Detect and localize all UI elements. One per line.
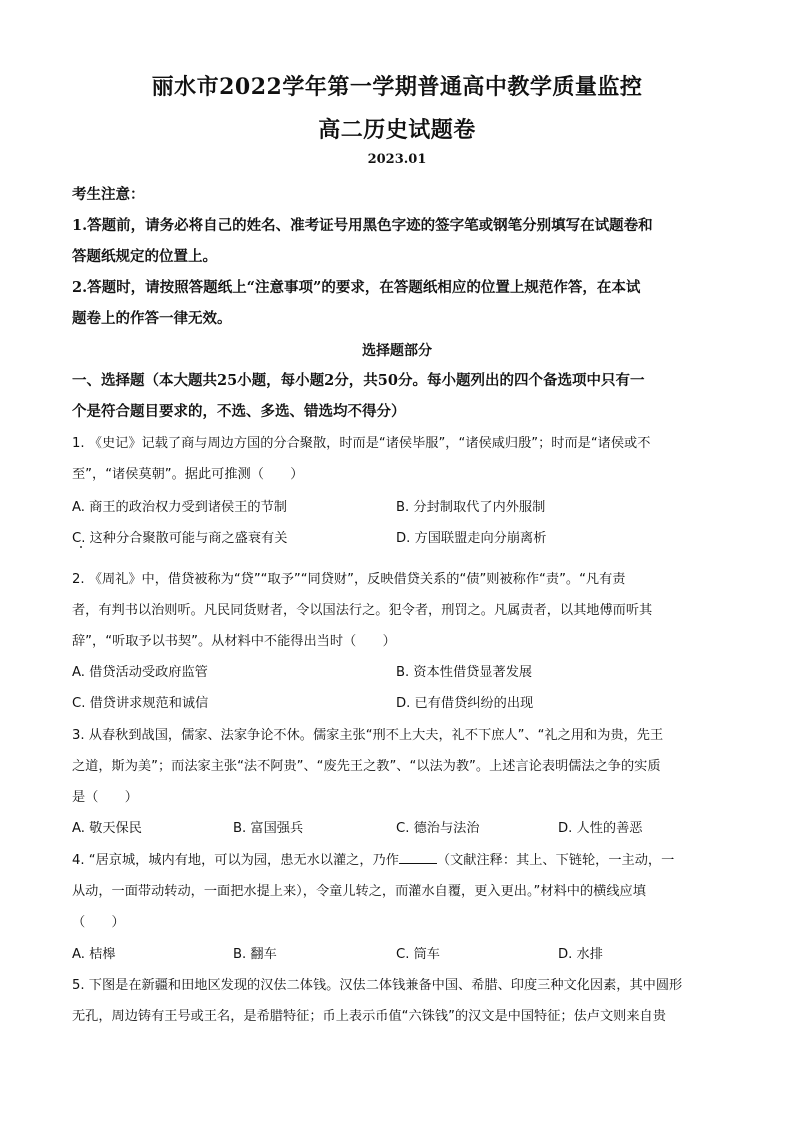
question-2-line: 2. 《周礼》中，借贷被称为“贷”“取予”“同贷财”，反映借贷关系的“债”则被称作“责”。“凡有责: [72, 572, 626, 587]
question-4-text-after-blank: （文献注释：其上、下链轮，一主动，一: [436, 853, 675, 868]
question-2-line: 辞”，“听取予以书契”。从材料中不能得出当时（ ）: [72, 634, 396, 649]
question-1-option-a[interactable]: A. 商王的政治权力受到诸侯王的节制: [72, 500, 287, 515]
question-1-option-b[interactable]: B. 分封制取代了内外服制: [396, 500, 546, 515]
question-2-line: 者，有判书以治则听。凡民同货财者，令以国法行之。犯令者，刑罚之。凡属责者，以其地傅而听其: [72, 603, 653, 618]
question-3-option-b[interactable]: B. 富国强兵: [233, 821, 304, 836]
section-intro-cont: 个是符合题目要求的，不选、多选、错选均不得分）: [72, 403, 406, 420]
question-1-line: 1. 《史记》记载了商与周边方国的分合聚散，时而是“诸侯毕服”，“诸侯咸归殷”；时而是“诸侯或不: [72, 436, 651, 451]
question-3-line: 之道，斯为美”；而法家主张“法不阿贵”、“废先王之教”、“以法为教”。上述言论表明儒法之争的实质: [72, 759, 661, 774]
question-5-line: 5. 下图是在新疆和田地区发现的汉佉二体钱。汉佉二体钱兼备中国、希腊、印度三种文化因素，其中圆形: [72, 978, 683, 993]
notice-item-2: 2.答题时，请按照答题纸上“注意事项”的要求，在答题纸相应的位置上规范作答，在本试: [72, 279, 641, 296]
question-3-line: 3. 从春秋到战国，儒家、法家争论不休。儒家主张“刑不上大夫，礼不下庶人”、“礼之用和为贵，先王: [72, 728, 664, 743]
exam-title: 丽水市2022学年第一学期普通高中教学质量监控: [151, 74, 643, 100]
question-4-option-c[interactable]: C. 筒车: [396, 947, 440, 962]
question-4-line: [72, 849, 674, 868]
section-title: 选择题部分: [362, 343, 432, 359]
question-4-option-b[interactable]: B. 翻车: [233, 947, 277, 962]
answer-blank: [399, 851, 437, 864]
question-4-option-d[interactable]: D. 水排: [558, 947, 603, 962]
question-2-option-c[interactable]: C. 借贷讲求规范和诚信: [72, 696, 209, 711]
question-1-option-d[interactable]: D. 方国联盟走向分崩离析: [396, 531, 547, 546]
question-3-line: 是（ ）: [72, 790, 138, 805]
question-5-line: 无孔，周边铸有王号或王名，是希腊特征；币上表示币值“六铢钱”的汉文是中国特征；佉卢文则来自贵: [72, 1009, 666, 1024]
section-intro: 一、选择题（本大题共25小题，每小题2分，共50分。每小题列出的四个备选项中只有一: [72, 372, 645, 389]
question-2-option-a[interactable]: A. 借贷活动受政府监管: [72, 665, 208, 680]
notice-item-1-cont: 答题纸规定的位置上。: [72, 248, 217, 265]
exam-date: 2023.01: [367, 152, 427, 167]
question-2-option-b[interactable]: B. 资本性借贷显著发展: [396, 665, 533, 680]
stray-mark: [80, 546, 82, 548]
question-4-line: （ ）: [72, 915, 125, 930]
question-1-line: 至”，“诸侯莫朝”。据此可推测（ ）: [72, 467, 304, 482]
exam-subtitle: 高二历史试题卷: [318, 117, 476, 143]
notice-item-2-cont: 题卷上的作答一律无效。: [72, 310, 232, 327]
notice-item-1: 1.答题前，请务必将自己的姓名、准考证号用黑色字迹的签字笔或钢笔分别填写在试题卷和: [72, 217, 653, 234]
question-3-option-a[interactable]: A. 敬天保民: [72, 821, 142, 836]
question-4-text-before-blank: 4. “居京城，城内有地，可以为园，患无水以灌之，乃作: [72, 853, 399, 868]
question-4-option-a[interactable]: A. 桔槔: [72, 947, 116, 962]
question-4-line: 从动，一面带动转动，一面把水提上来），令童儿转之，而灌水自覆，更入更出。”材料中的横线应填: [72, 884, 646, 899]
question-3-option-c[interactable]: C. 德治与法治: [396, 821, 480, 836]
question-1-option-c[interactable]: C. 这种分合聚散可能与商之盛衰有关: [72, 531, 288, 546]
question-2-option-d[interactable]: D. 已有借贷纠纷的出现: [396, 696, 534, 711]
question-3-option-d[interactable]: D. 人性的善恶: [558, 821, 643, 836]
notice-heading: 考生注意：: [72, 186, 145, 203]
